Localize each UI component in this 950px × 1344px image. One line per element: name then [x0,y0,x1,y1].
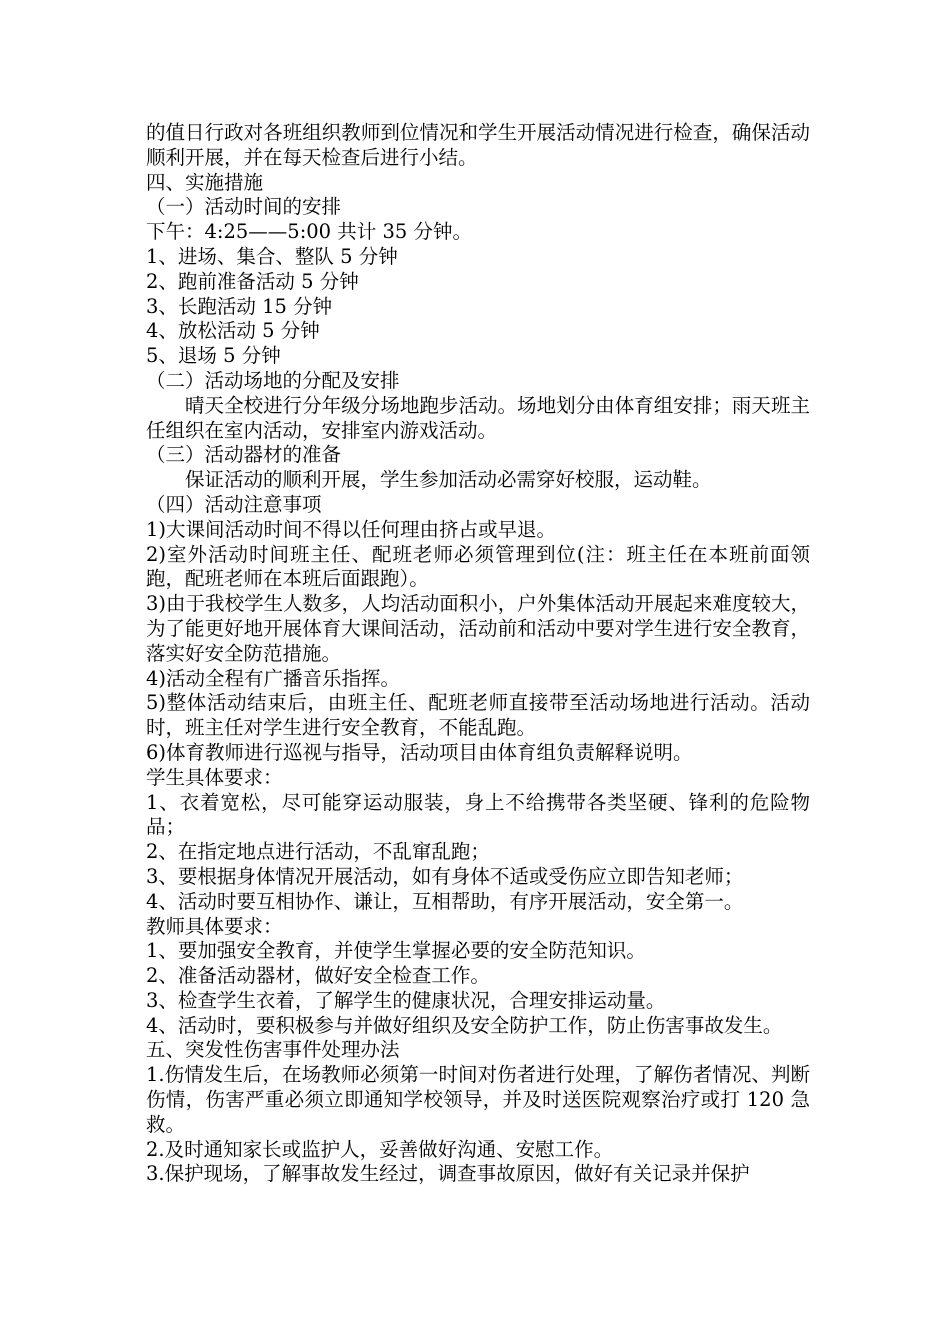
list-item: 3、长跑活动 15 分钟 [146,294,333,318]
list-item: 5)整体活动结束后，由班主任、配班老师直接带至活动场地进行活动。活动时，班主任对学生进行安全教育，不能乱跑。 [146,691,810,740]
subheading-notes: （四）活动注意事项 [146,492,322,516]
paragraph-equipment: 保证活动的顺利开展，学生参加活动必需穿好校服，运动鞋。 [185,468,712,492]
paragraph-venue: 晴天全校进行分年级分场地跑步活动。场地划分由体育组安排；雨天班主任组织在室内活动，安排室内游戏活动。 [146,393,810,442]
subheading-venue: （二）活动场地的分配及安排 [146,368,400,392]
list-item: 2、跑前准备活动 5 分钟 [146,269,359,293]
list-item: 5、退场 5 分钟 [146,344,281,368]
list-item: 3)由于我校学生人数多，人均活动面积小，户外集体活动开展起来难度较大，为了能更好地开展体育大课间活动，活动前和活动中要对学生进行安全教育，落实好安全防范措施。 [146,592,810,665]
list-item: 4、活动时，要积极参与并做好组织及安全防护工作，防止伤害事故发生。 [146,1013,783,1037]
heading-teacher-requirements: 教师具体要求： [146,914,283,938]
list-item: 4、活动时要互相协作、谦让，互相帮助，有序开展活动，安全第一。 [146,889,744,913]
heading-section-5: 五、突发性伤害事件处理办法 [146,1038,400,1062]
list-item: 3、检查学生衣着，了解学生的健康状况，合理安排运动量。 [146,988,666,1012]
subheading-time: （一）活动时间的安排 [146,195,342,219]
list-item: 1)大课间活动时间不得以任何理由挤占或早退。 [146,517,557,541]
heading-student-requirements: 学生具体要求： [146,765,283,789]
list-item: 1、要加强安全教育，并使学生掌握必要的安全防范知识。 [146,939,646,963]
list-item: 2)室外活动时间班主任、配班老师必须管理到位(注：班主任在本班前面领跑，配班老师在本班后面跟跑）。 [146,542,810,591]
time-range: 下午：4:25——5:00 共计 35 分钟。 [146,220,472,244]
heading-section-4: 四、实施措施 [146,170,264,194]
list-item: 2、在指定地点进行活动，不乱窜乱跑； [146,840,490,864]
list-item: 4、放松活动 5 分钟 [146,319,320,343]
list-item: 1.伤情发生后，在场教师必须第一时间对伤者进行处理，了解伤者情况、判断伤情，伤害严重必须立即通知学校领导，并及时送医院观察治疗或打 120 急救。 [146,1063,810,1136]
subheading-equipment: （三）活动器材的准备 [146,443,342,467]
list-item: 2、准备活动器材，做好安全检查工作。 [146,964,490,988]
list-item: 2.及时通知家长或监护人，妥善做好沟通、安慰工作。 [146,1137,614,1161]
list-item: 1、进场、集合、整队 5 分钟 [146,244,398,268]
list-item: 1、衣着宽松，尽可能穿运动服装，身上不给携带各类坚硬、锋利的危险物品； [146,790,810,839]
document-page [146,121,810,1187]
paragraph-inspection: 的值日行政对各班组织教师到位情况和学生开展活动情况进行检查，确保活动顺利开展，并在每天检查后进行小结。 [146,121,810,169]
list-item: 4)活动全程有广播音乐指挥。 [146,666,401,690]
list-item: 6)体育教师进行巡视与指导，活动项目由体育组负责解释说明。 [146,740,693,764]
list-item: 3、要根据身体情况开展活动，如有身体不适或受伤应立即告知老师； [146,864,744,888]
list-item: 3.保护现场，了解事故发生经过，调查事故原因，做好有关记录并保护 [146,1162,750,1186]
